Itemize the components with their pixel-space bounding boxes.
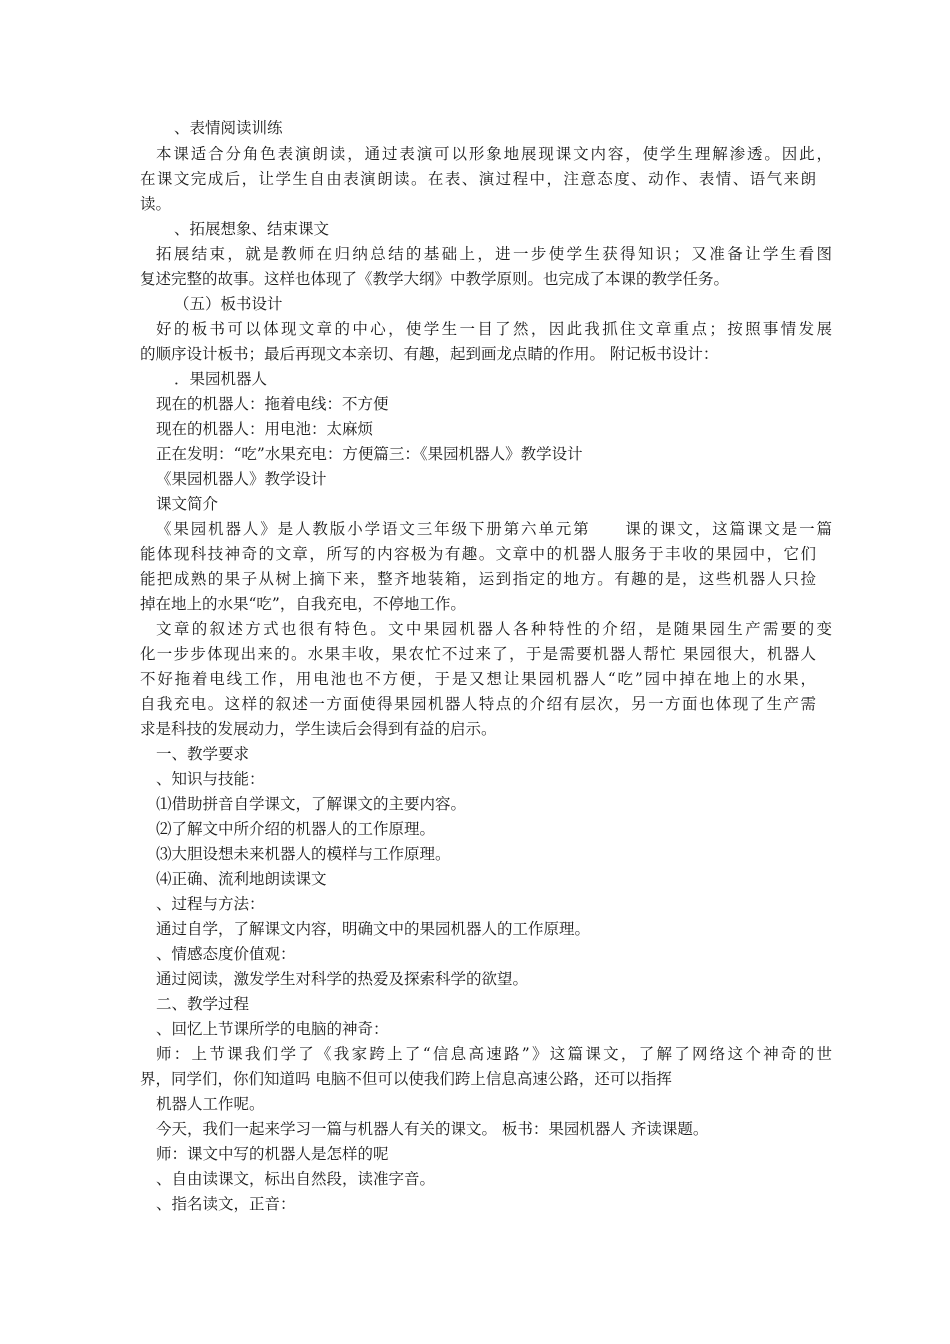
paragraph-line: 求是科技的发展动力，学生读后会得到有益的启示。 [140, 720, 497, 738]
paragraph-line: 化一步步体现出来的。水果丰收，果农忙不过来了，于是需要机器人帮忙 果园很大，机器人 [140, 645, 816, 663]
list-item: ⑶大胆设想未来机器人的模样与工作原理。 [156, 845, 451, 863]
paragraph-line: 通过阅读，激发学生对科学的热爱及探索科学的欲望。 [156, 970, 529, 988]
paragraph-line: 不好拖着电线工作，用电池也不方便，于是又想让果园机器人“吃”园中掉在地上的水果， [140, 670, 816, 688]
heading-teaching-requirements: 一、教学要求 [156, 745, 250, 763]
heading-emotion-values: 、情感态度价值观： [156, 945, 296, 963]
paragraph-line: 今天，我们一起来学习一篇与机器人有关的课文。 板书：果园机器人 齐读课题。 [156, 1120, 709, 1138]
paragraph-line: 的顺序设计板书；最后再现文本亲切、有趣，起到画龙点睛的作用。 附记板书设计： [140, 345, 719, 363]
step-line: 、回忆上节课所学的电脑的神奇： [156, 1020, 389, 1038]
board-line: 现在的机器人：用电池：太麻烦 [156, 420, 374, 438]
paragraph-line: 《果园机器人》是人教版小学语文三年级下册第六单元第 课的课文，这篇课文是一篇 [156, 520, 832, 538]
heading-teaching-process: 二、教学过程 [156, 995, 250, 1013]
step-line: 、指名读文，正音： [156, 1195, 296, 1213]
paragraph-line: 机器人工作呢。 [156, 1095, 265, 1113]
paragraph-line: 师：上节课我们学了《我家跨上了“信息高速路”》这篇课文，了解了网络这个神奇的世 [156, 1045, 832, 1063]
heading-board-design: （五）板书设计 [174, 295, 283, 313]
section-title: 《果园机器人》教学设计 [156, 470, 327, 488]
list-item: ⑴借助拼音自学课文，了解课文的主要内容。 [156, 795, 467, 813]
heading-process-method: 、过程与方法： [156, 895, 265, 913]
paragraph-line: 掉在地上的水果“吃”，自我充电，不停地工作。 [140, 595, 466, 613]
heading-extend-imagination: 、拓展想象、结束课文 [174, 220, 330, 238]
heading-knowledge-skills: 、知识与技能： [156, 770, 265, 788]
board-title: ．果园机器人 [174, 370, 268, 388]
list-item: ⑷正确、流利地朗读课文 [156, 870, 327, 888]
paragraph-line: 在课文完成后，让学生自由表演朗读。在表、演过程中，注意态度、动作、表情、语气来朗 [140, 170, 816, 188]
step-line: 、自由读课文，标出自然段，读准字音。 [156, 1170, 436, 1188]
paragraph-line: 拓展结束，就是教师在归纳总结的基础上，进一步使学生获得知识；又准备让学生看图 [156, 245, 832, 263]
board-line: 正在发明：“吃”水果充电：方便篇三：《果园机器人》教学设计 [156, 445, 583, 463]
heading-expression-reading: 、表情阅读训练 [174, 119, 283, 137]
paragraph-line: 通过自学，了解课文内容，明确文中的果园机器人的工作原理。 [156, 920, 591, 938]
paragraph-line: 复述完整的故事。这样也体现了《教学大纲》中教学原则。也完成了本课的教学任务。 [140, 270, 730, 288]
paragraph-line: 师：课文中写的机器人是怎样的呢 [156, 1145, 389, 1163]
paragraph-line: 文章的叙述方式也很有特色。文中果园机器人各种特性的介绍，是随果园生产需要的变 [156, 620, 832, 638]
heading-text-intro: 课文简介 [156, 495, 219, 513]
paragraph-line: 界，同学们，你们知道吗 电脑不但可以使我们跨上信息高速公路，还可以指挥 [140, 1070, 672, 1088]
paragraph-line: 能把成熟的果子从树上摘下来，整齐地装箱，运到指定的地方。有趣的是，这些机器人只捡 [140, 570, 816, 588]
paragraph-line: 读。 [140, 195, 172, 213]
paragraph-line: 自我充电。这样的叙述一方面使得果园机器人特点的介绍有层次，另一方面也体现了生产需 [140, 695, 816, 713]
paragraph-line: 本课适合分角色表演朗读，通过表演可以形象地展现课文内容，使学生理解渗透。因此， [156, 145, 832, 163]
paragraph-line: 好的板书可以体现文章的中心，使学生一目了然，因此我抓住文章重点；按照事情发展 [156, 320, 832, 338]
board-line: 现在的机器人：拖着电线：不方便 [156, 395, 389, 413]
list-item: ⑵了解文中所介绍的机器人的工作原理。 [156, 820, 436, 838]
paragraph-line: 能体现科技神奇的文章，所写的内容极为有趣。文章中的机器人服务于丰收的果园中，它们 [140, 545, 816, 563]
